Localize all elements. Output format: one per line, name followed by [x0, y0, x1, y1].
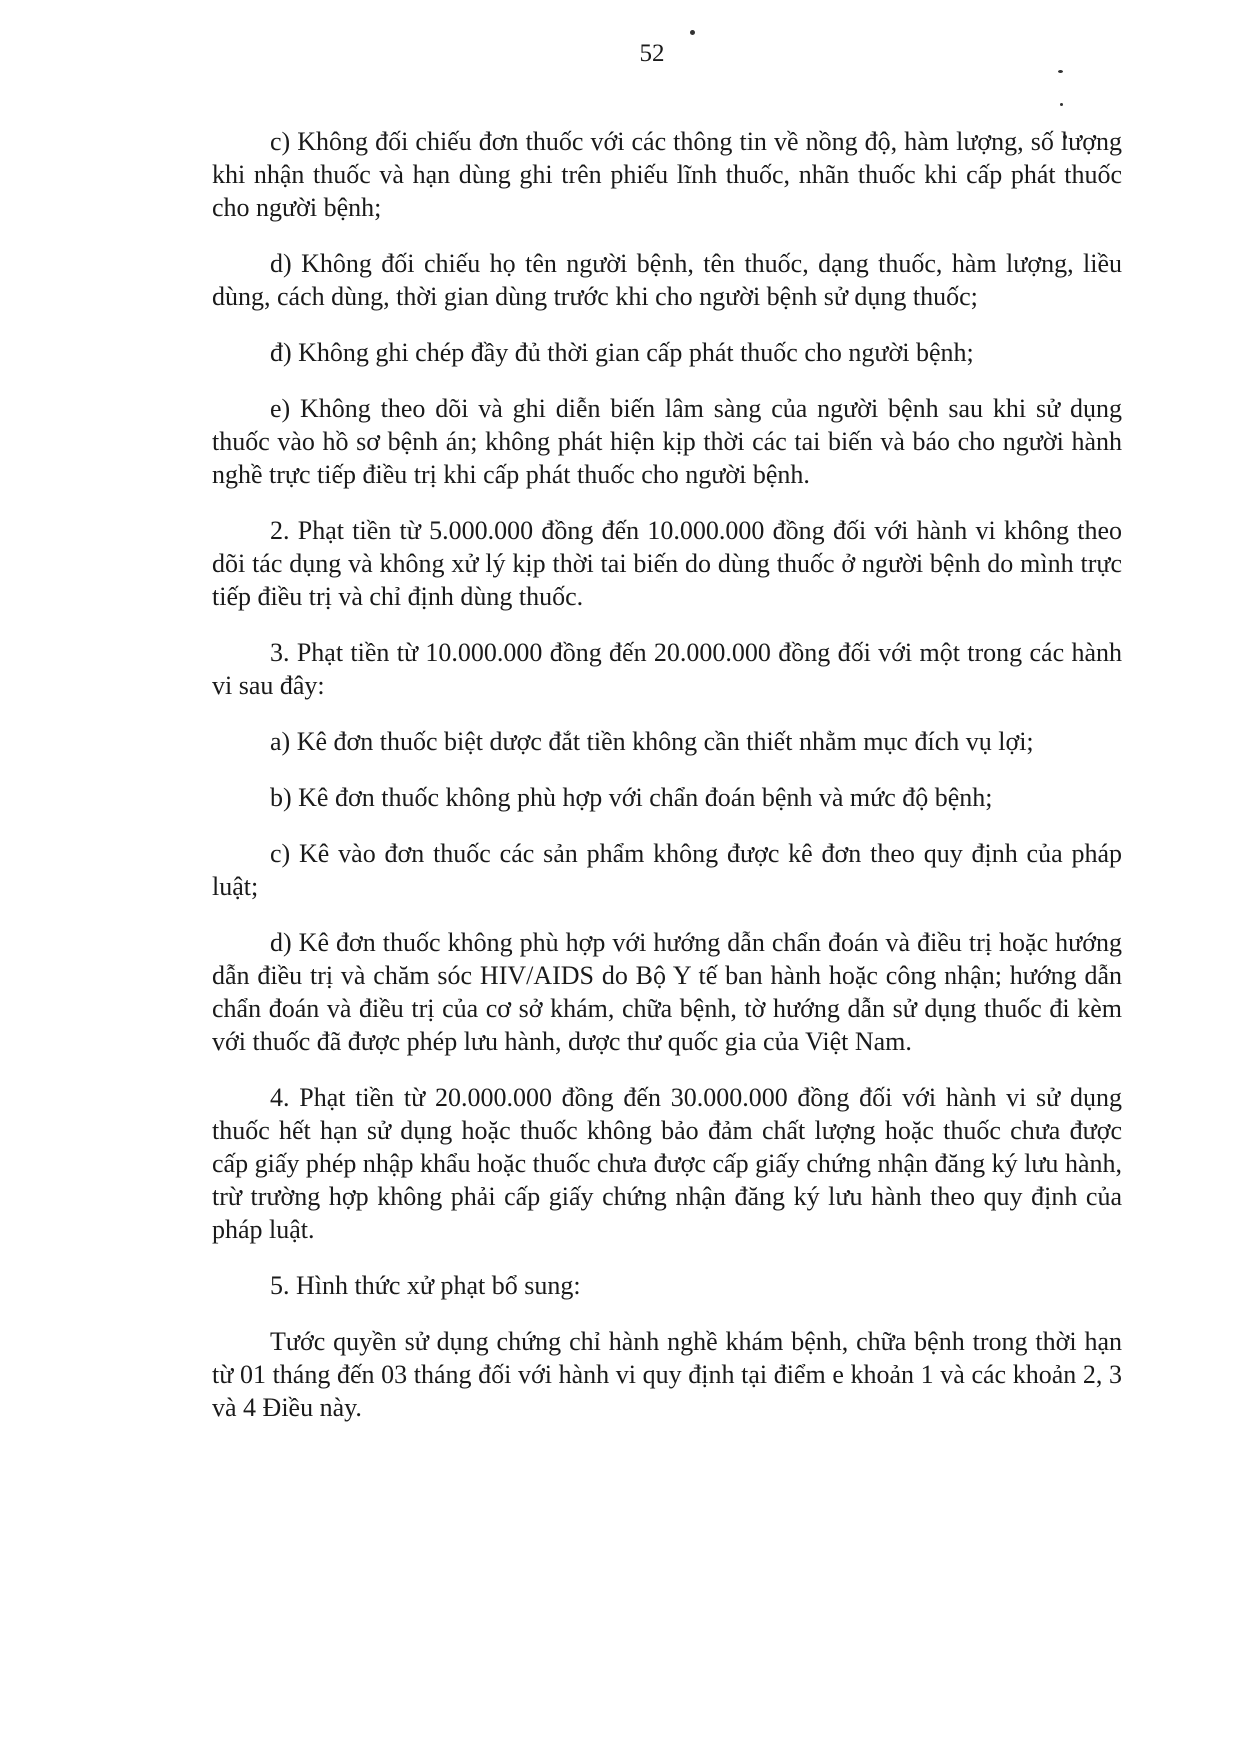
paragraph-3d: d) Kê đơn thuốc không phù hợp với hướng dẫn chẩn đoán và điều trị hoặc hướng dẫn điều trị và chăm sóc HIV/AIDS do Bộ Y tế ban hành hoặc công nhận; hướng dẫn chẩn đoán và điều trị của cơ sở khám, chữa bệnh, tờ hướng dẫn sử dụng thuốc đi kèm với thuốc đã được phép lưu hành, dược thư quốc gia của Việt Nam. [212, 928, 1122, 1056]
paragraph-clause-4: 4. Phạt tiền từ 20.000.000 đồng đến 30.000.000 đồng đối với hành vi sử dụng thuốc hết hạn sử dụng hoặc thuốc không bảo đảm chất lượng hoặc thuốc chưa được cấp giấy phép nhập khẩu hoặc thuốc chưa được cấp giấy chứng nhận đăng ký lưu hành, trừ trường hợp không phải cấp giấy chứng nhận đăng ký lưu hành theo quy định của pháp luật. [212, 1083, 1122, 1244]
scan-speck [1060, 103, 1063, 106]
paragraph-3b: b) Kê đơn thuốc không phù hợp với chẩn đoán bệnh và mức độ bệnh; [270, 783, 993, 812]
scan-speck [1058, 70, 1063, 73]
paragraph-clause-2: 2. Phạt tiền từ 5.000.000 đồng đến 10.000.000 đồng đối với hành vi không theo dõi tác dụng và không xử lý kịp thời tai biến do dùng thuốc ở người bệnh do mình trực tiếp điều trị và chỉ định dùng thuốc. [212, 516, 1122, 611]
paragraph-clause-3: 3. Phạt tiền từ 10.000.000 đồng đến 20.000.000 đồng đối với một trong các hành vi sau đây: [212, 638, 1122, 700]
paragraph-1e: e) Không theo dõi và ghi diễn biến lâm sàng của người bệnh sau khi sử dụng thuốc vào hồ sơ bệnh án; không phát hiện kịp thời các tai biến và báo cho người hành nghề trực tiếp điều trị khi cấp phát thuốc cho người bệnh. [212, 394, 1122, 489]
document-body [212, 125, 1122, 1447]
page-number: 52 [639, 40, 665, 67]
paragraph-additional-penalty: Tước quyền sử dụng chứng chỉ hành nghề khám bệnh, chữa bệnh trong thời hạn từ 01 tháng đến 03 tháng đối với hành vi quy định tại điểm e khoản 1 và các khoản 2, 3 và 4 Điều này. [212, 1327, 1122, 1422]
paragraph-1dd: đ) Không ghi chép đầy đủ thời gian cấp phát thuốc cho người bệnh; [270, 338, 974, 367]
paragraph-1d: d) Không đối chiếu họ tên người bệnh, tên thuốc, dạng thuốc, hàm lượng, liều dùng, cách dùng, thời gian dùng trước khi cho người bệnh sử dụng thuốc; [212, 249, 1122, 311]
paragraph-1c: c) Không đối chiếu đơn thuốc với các thông tin về nồng độ, hàm lượng, số lượng khi nhận thuốc và hạn dùng ghi trên phiếu lĩnh thuốc, nhãn thuốc khi cấp phát thuốc cho người bệnh; [212, 127, 1122, 222]
scan-speck [690, 30, 695, 35]
paragraph-3a: a) Kê đơn thuốc biệt dược đắt tiền không cần thiết nhằm mục đích vụ lợi; [270, 727, 1034, 756]
paragraph-3c: c) Kê vào đơn thuốc các sản phẩm không được kê đơn theo quy định của pháp luật; [212, 839, 1122, 901]
paragraph-clause-5: 5. Hình thức xử phạt bổ sung: [270, 1271, 581, 1300]
